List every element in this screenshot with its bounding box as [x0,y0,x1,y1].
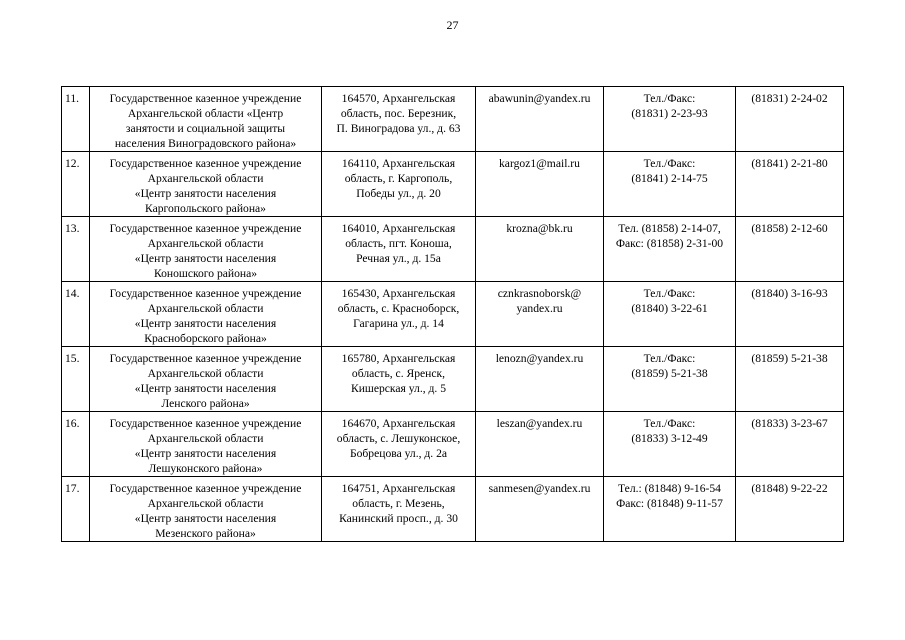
extra-phone-cell [736,347,844,412]
institution-name-line: Государственное казенное учреждение [109,482,302,495]
institution-name-line: Мезенского района» [155,527,256,540]
table-row [62,412,844,477]
institution-name-line: «Центр занятости населения [134,252,277,265]
address-cell [322,347,476,412]
institution-name-line: Государственное казенное учреждение [109,352,302,365]
table-row [62,87,844,152]
address-line: 164751, Архангельская [341,482,456,495]
address-line: область, пос. Березник, [340,107,457,120]
email-address: abawunin@yandex.ru [488,92,591,105]
table-row [62,347,844,412]
phone-fax-line: (81831) 2-23-93 [631,107,708,120]
address-line: Победы ул., д. 20 [356,187,441,200]
institution-name-cell [90,477,322,542]
table-row [62,477,844,542]
phone-fax-line: (81840) 3-22-61 [631,302,708,315]
institution-name-line: «Центр занятости населения [134,317,277,330]
page-number: 27 [446,18,459,32]
institution-name-line: «Центр занятости населения [134,512,277,525]
phone-fax-line: Факс: (81858) 2-31-00 [615,237,724,250]
address-line: область, г. Мезень, [352,497,445,510]
address-cell [322,217,476,282]
institution-name-cell [90,152,322,217]
address-cell [322,477,476,542]
address-line: 165430, Архангельская [341,287,456,300]
phone-fax-line: (81841) 2-14-75 [631,172,708,185]
address-line: область, с. Красноборск, [337,302,460,315]
address-cell [322,152,476,217]
extra-phone: (81859) 5-21-38 [751,352,828,365]
row-number: 16. [65,417,80,430]
institution-name-line: Архангельской области [147,497,264,510]
row-number: 13. [65,222,80,235]
address-line: область, с. Яренск, [351,367,446,380]
institution-name-line: Коношского района» [153,267,258,280]
email-address: yandex.ru [516,302,563,315]
institution-name-line: Каргопольского района» [145,202,266,215]
address-line: Гагарина ул., д. 14 [353,317,444,330]
table-body [62,87,844,542]
institution-name-line: Архангельской области [147,367,264,380]
extra-phone: (81833) 3-23-67 [751,417,828,430]
email-cell [476,477,604,542]
institution-name-line: Архангельской области [147,432,264,445]
institution-name-line: Государственное казенное учреждение [109,157,302,170]
institution-name-line: Архангельской области [147,302,264,315]
phone-fax-line: Тел./Факс: [643,92,696,105]
phone-fax-line: Тел./Факс: [643,287,696,300]
phone-fax-cell [604,347,736,412]
email-cell [476,347,604,412]
address-line: 165780, Архангельская [341,352,456,365]
row-number: 15. [65,352,80,365]
email-address: lenozn@yandex.ru [495,352,584,365]
address-line: 164010, Архангельская [341,222,456,235]
row-number: 12. [65,157,80,170]
institution-name-line: Государственное казенное учреждение [109,287,302,300]
phone-fax-line: Тел./Факс: [643,417,696,430]
row-number-cell [62,152,90,217]
table-row [62,217,844,282]
extra-phone: (81858) 2-12-60 [751,222,828,235]
institution-name-line: населения Виноградовского района» [114,137,297,150]
institution-name-line: Архангельской области [147,172,264,185]
phone-fax-cell [604,152,736,217]
row-number: 11. [65,92,80,105]
address-cell [322,87,476,152]
phone-fax-line: Тел./Факс: [643,352,696,365]
email-cell [476,282,604,347]
email-cell [476,217,604,282]
phone-fax-line: (81833) 3-12-49 [631,432,708,445]
address-line: 164110, Архангельская [341,157,456,170]
phone-fax-cell [604,282,736,347]
extra-phone-cell [736,412,844,477]
phone-fax-line: Тел./Факс: [643,157,696,170]
extra-phone-cell [736,87,844,152]
extra-phone-cell [736,477,844,542]
table-row [62,282,844,347]
row-number: 17. [65,482,80,495]
extra-phone: (81840) 3-16-93 [751,287,828,300]
table-row [62,152,844,217]
extra-phone: (81848) 9-22-22 [751,482,828,495]
address-line: область, пгт. Коноша, [345,237,452,250]
phone-fax-line: Факс: (81848) 9-11-57 [616,497,723,510]
row-number-cell [62,412,90,477]
institution-name-line: «Центр занятости населения [134,382,277,395]
institution-name-cell [90,282,322,347]
address-line: область, с. Лешуконское, [336,432,461,445]
address-cell [322,412,476,477]
address-cell [322,282,476,347]
address-line: Бобрецова ул., д. 2а [349,447,448,460]
email-address: krozna@bk.ru [506,222,573,235]
institution-name-line: Государственное казенное учреждение [109,417,302,430]
row-number-cell [62,282,90,347]
address-line: 164570, Архангельская [341,92,456,105]
address-line: 164670, Архангельская [341,417,456,430]
email-address: kargoz1@mail.ru [499,157,580,170]
address-line: область, г. Каргополь, [344,172,453,185]
phone-fax-line: (81859) 5-21-38 [631,367,708,380]
email-cell [476,152,604,217]
email-address: sanmesen@yandex.ru [488,482,591,495]
extra-phone-cell [736,152,844,217]
phone-fax-line: Тел. (81858) 2-14-07, [618,222,721,235]
phone-fax-cell [604,217,736,282]
row-number-cell [62,477,90,542]
phone-fax-line: Тел.: (81848) 9-16-54 [618,482,721,495]
extra-phone-cell [736,217,844,282]
extra-phone: (81841) 2-21-80 [751,157,828,170]
institution-name-cell [90,347,322,412]
address-line: Речная ул., д. 15а [356,252,441,265]
address-line: П. Виноградова ул., д. 63 [336,122,461,135]
email-address: cznkrasnoborsk@ [497,287,582,300]
institution-name-line: занятости и социальной защиты [125,122,286,135]
institution-name-line: Архангельской области «Центр [127,107,284,120]
extra-phone-cell [736,282,844,347]
institution-name-line: Ленского района» [161,397,250,410]
phone-fax-cell [604,412,736,477]
email-cell [476,412,604,477]
institution-name-line: Красноборского района» [144,332,267,345]
institution-name-line: Государственное казенное учреждение [109,222,302,235]
row-number-cell [62,347,90,412]
employment-centers-table [61,86,844,542]
address-line: Канинский просп., д. 30 [339,512,458,525]
email-address: leszan@yandex.ru [496,417,583,430]
phone-fax-cell [604,87,736,152]
institution-name-line: «Центр занятости населения [134,447,277,460]
extra-phone: (81831) 2-24-02 [751,92,828,105]
institution-name-line: Государственное казенное учреждение [109,92,302,105]
address-line: Кишерская ул., д. 5 [350,382,447,395]
row-number-cell [62,217,90,282]
institution-name-line: «Центр занятости населения [134,187,277,200]
row-number-cell [62,87,90,152]
row-number: 14. [65,287,80,300]
institution-name-cell [90,217,322,282]
institution-name-cell [90,87,322,152]
institution-name-line: Лешуконского района» [148,462,263,475]
phone-fax-cell [604,477,736,542]
institution-name-line: Архангельской области [147,237,264,250]
email-cell [476,87,604,152]
institution-name-cell [90,412,322,477]
